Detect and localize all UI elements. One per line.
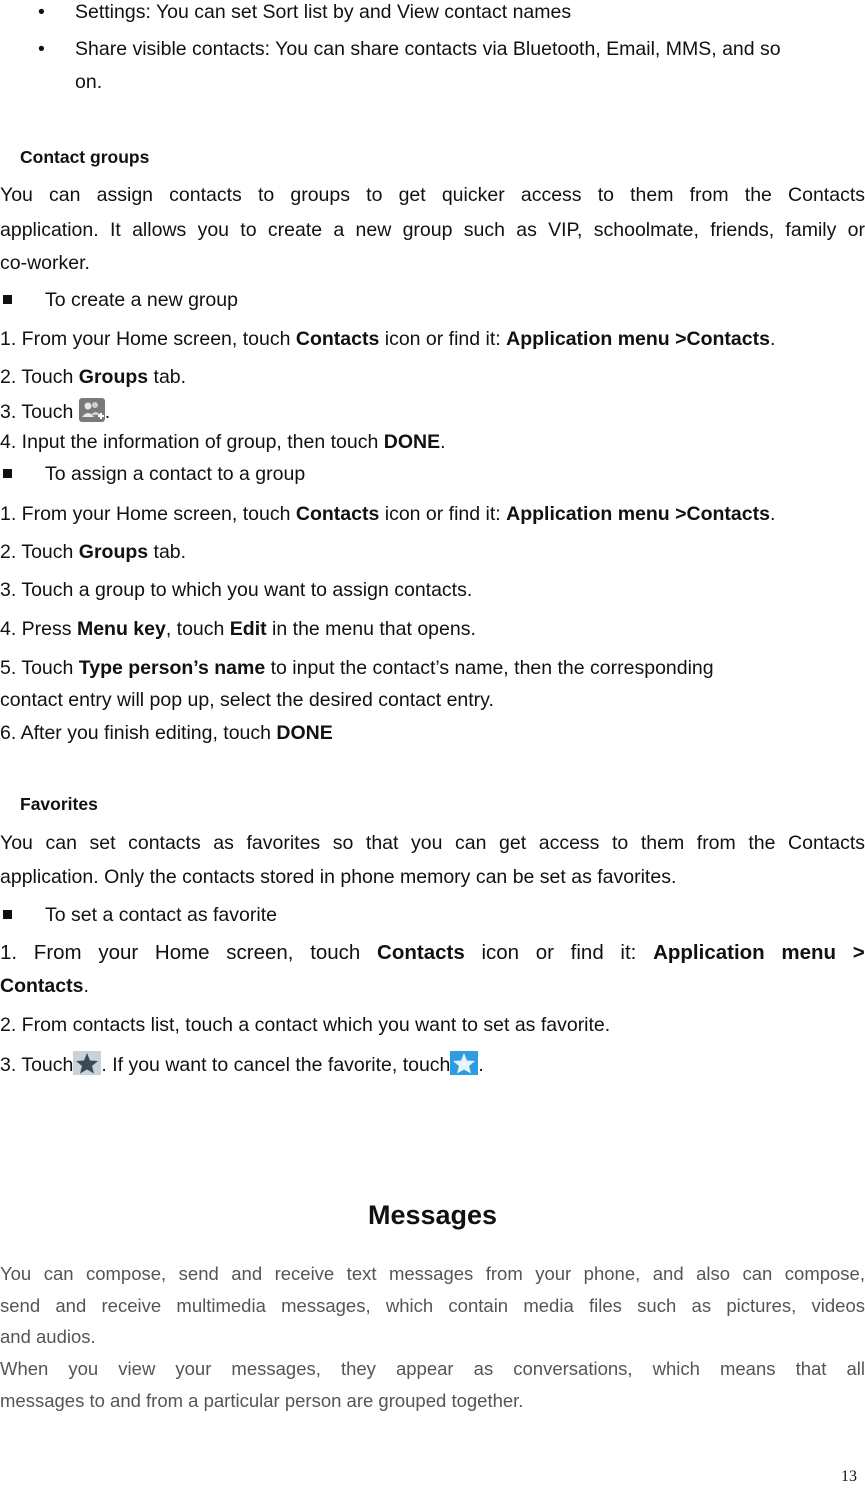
assign-step-3: 3. Touch a group to which you want to assign contacts. <box>0 579 473 601</box>
favorites-intro-1: You can set contacts as favorites so that you can get access to them from the Contacts <box>0 832 865 854</box>
messages-para2-line1: When you view your messages, they appear as conversations, which means that all <box>0 1358 865 1379</box>
square-bullet <box>3 910 12 919</box>
bullet-share-line2: on. <box>75 71 103 93</box>
assign-step-2: 2. Touch Groups tab. <box>0 541 187 563</box>
bullet-share-line1: Share visible contacts: You can share contacts via Bluetooth, Email, MMS, and so <box>75 38 781 60</box>
set-favorite-title: To set a contact as favorite <box>45 904 277 926</box>
page-number: 13 <box>841 1468 857 1485</box>
create-step-1: 1. From your Home screen, touch Contacts icon or find it: Application menu >Contacts. <box>0 328 776 350</box>
assign-step-1: 1. From your Home screen, touch Contacts icon or find it: Application menu >Contacts. <box>0 503 776 525</box>
assign-group-title: To assign a contact to a group <box>45 463 306 485</box>
bullet-dot: • <box>38 38 45 60</box>
contact-groups-intro-1: You can assign contacts to groups to get quicker access to them from the Contacts <box>0 184 865 206</box>
square-bullet <box>3 295 12 304</box>
bullet-settings: Settings: You can set Sort list by and View contact names <box>75 1 572 23</box>
heading-favorites: Favorites <box>20 794 98 814</box>
bullet-dot: • <box>38 1 45 23</box>
favorites-intro-2: application. Only the contacts stored in phone memory can be set as favorites. <box>0 866 677 888</box>
heading-contact-groups: Contact groups <box>20 147 150 167</box>
create-step-2: 2. Touch Groups tab. <box>0 366 187 388</box>
favorite-step-2: 2. From contacts list, touch a contact which you want to set as favorite. <box>0 1014 611 1036</box>
star-blue-icon <box>450 1051 478 1081</box>
messages-para1-line1: You can compose, send and receive text messages from your phone, and also can compose, <box>0 1263 865 1284</box>
create-group-title: To create a new group <box>45 289 238 311</box>
assign-step-6: 6. After you finish editing, touch DONE <box>0 722 333 744</box>
assign-step-5-line2: contact entry will pop up, select the desired contact entry. <box>0 689 494 711</box>
assign-step-5: 5. Touch Type person’s name to input the contact’s name, then the corresponding <box>0 657 714 679</box>
contact-groups-intro-2: application. It allows you to create a new group such as VIP, schoolmate, friends, family or <box>0 219 865 241</box>
contact-groups-intro-3: co-worker. <box>0 252 90 274</box>
messages-para1-line3: and audios. <box>0 1326 96 1347</box>
messages-para1-line2: send and receive multimedia messages, which contain media files such as pictures, videos <box>0 1295 865 1316</box>
favorite-step-1: 1. From your Home screen, touch Contacts icon or find it: Application menu > <box>0 941 865 964</box>
square-bullet <box>3 469 12 478</box>
star-dark-icon <box>73 1051 101 1081</box>
create-step-4: 4. Input the information of group, then touch DONE. <box>0 431 446 453</box>
messages-para2-line2: messages to and from a particular person are grouped together. <box>0 1390 524 1411</box>
create-step-3: 3. Touch . <box>0 398 865 428</box>
assign-step-4: 4. Press Menu key, touch Edit in the menu that opens. <box>0 618 476 640</box>
add-group-icon <box>79 398 105 428</box>
favorite-step-1-line2: Contacts. <box>0 975 89 997</box>
section-title-messages: Messages <box>367 1200 498 1230</box>
favorite-step-3: 3. Touch . If you want to cancel the favorite, touch . <box>0 1051 865 1081</box>
